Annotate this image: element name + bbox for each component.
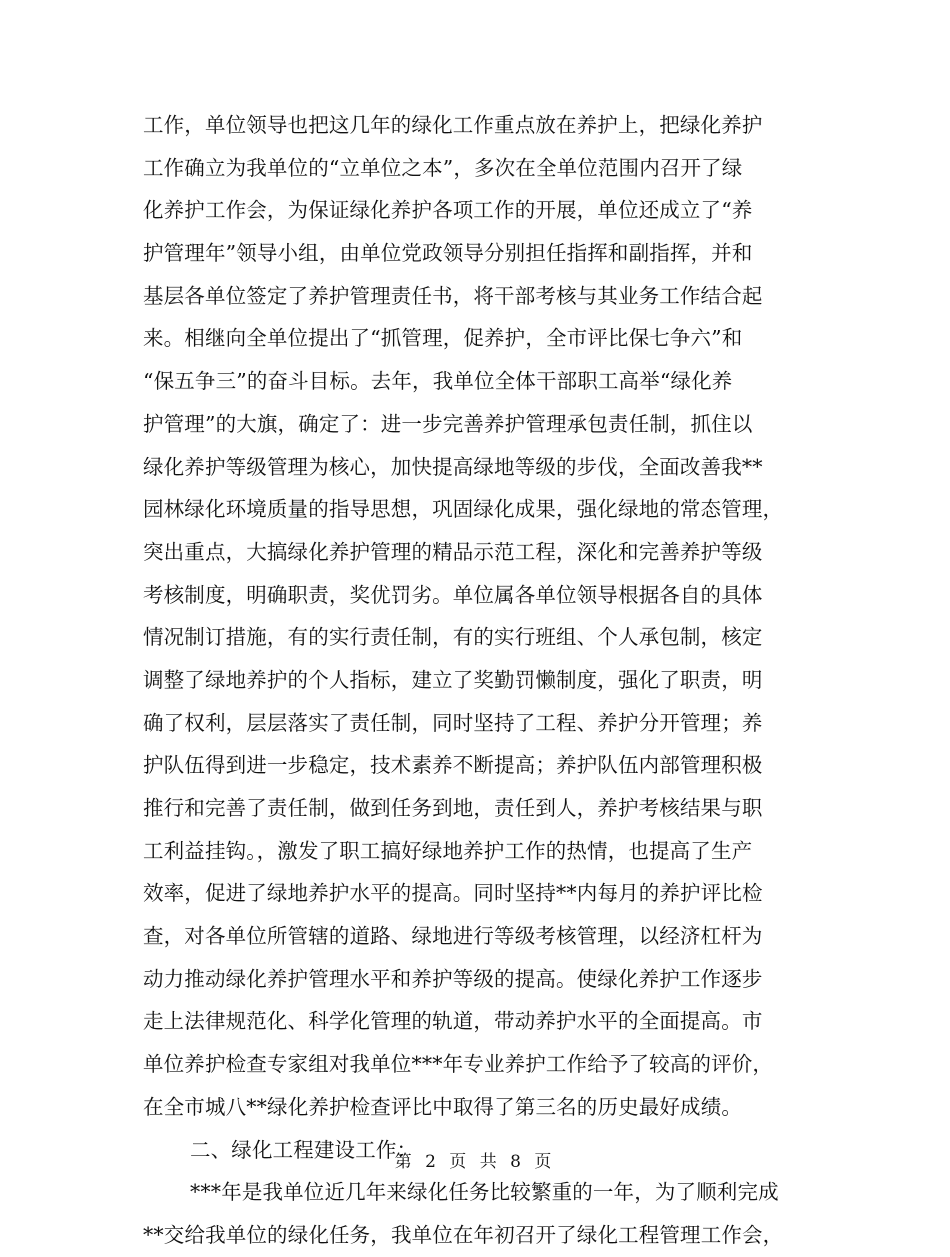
body-line: 考核制度，明确职责，奖优罚劣。单位属各单位领导根据各自的具体 <box>143 582 763 607</box>
body-line: 在全市城八**绿化养护检查评比中取得了第三名的历史最好成绩。 <box>143 1094 742 1119</box>
body-line: 调整了绿地养护的个人指标，建立了奖勤罚懒制度，强化了职责，明 <box>143 667 763 692</box>
body-line: 园林绿化环境质量的指导思想，巩固绿化成果，强化绿地的常态管理， <box>143 497 784 522</box>
body-line: 护队伍得到进一步稳定，技术素养不断提高；养护队伍内部管理积极 <box>143 753 763 778</box>
body-line: 效率，促进了绿地养护水平的提高。同时坚持**内每月的养护评比检 <box>143 881 763 906</box>
body-line: 走上法律规范化、科学化管理的轨道，带动养护水平的全面提高。市 <box>143 1009 763 1034</box>
body-line: 突出重点，大搞绿化养护管理的精品示范工程，深化和完善养护等级 <box>143 539 763 564</box>
body-line: 情况制订措施，有的实行责任制，有的实行班组、个人承包制，核定 <box>143 625 763 650</box>
body-line: 工利益挂钩。，激发了职工搞好绿地养护工作的热情，也提高了生产 <box>143 838 753 863</box>
body-line: 单位养护检查专家组对我单位***年专业养护工作给予了较高的评价， <box>143 1052 774 1077</box>
body-line: **交给我单位的绿化任务，我单位在年初召开了绿化工程管理工作会， <box>143 1222 784 1247</box>
body-line: 绿化养护等级管理为核心，加快提高绿地等级的步伐，全面改善我** <box>143 454 763 479</box>
body-line: 来。相继向全单位提出了“抓管理，促养护，全市评比保七争六”和 <box>143 326 743 351</box>
body-line: 推行和完善了责任制，做到任务到地，责任到人，养护考核结果与职 <box>143 796 763 820</box>
body-line: 工作确立为我单位的“立单位之本”，多次在全单位范围内召开了绿 <box>143 155 743 180</box>
page-footer: 第 2 页 共 8 页 <box>394 1152 556 1172</box>
body-line: 查，对各单位所管辖的道路、绿地进行等级考核管理，以经济杠杆为 <box>143 924 763 949</box>
body-line: 工作，单位领导也把这几年的绿化工作重点放在养护上，把绿化养护 <box>143 113 763 137</box>
body-line: 动力推动绿化养护管理水平和养护等级的提高。使绿化养护工作逐步 <box>143 966 763 991</box>
body-line: 基层各单位签定了养护管理责任书，将干部考核与其业务工作结合起 <box>143 283 763 308</box>
body-line: 化养护工作会，为保证绿化养护各项工作的开展，单位还成立了“养 <box>143 198 753 223</box>
body-line: ***年是我单位近几年来绿化任务比较繁重的一年，为了顺利完成 <box>190 1180 779 1205</box>
body-line: “保五争三”的奋斗目标。去年，我单位全体干部职工高举“绿化养 <box>143 369 733 394</box>
document-body <box>143 104 815 1257</box>
body-line: 护管理年”领导小组，由单位党政领导分别担任指挥和副指挥，并和 <box>143 241 753 266</box>
body-line: 确了权利，层层落实了责任制，同时坚持了工程、养护分开管理；养 <box>143 710 763 735</box>
body-line: 护管理”的大旗，确定了：进一步完善养护管理承包责任制，抓住以 <box>143 411 753 436</box>
section-heading: 二、绿化工程建设工作： <box>190 1137 418 1162</box>
